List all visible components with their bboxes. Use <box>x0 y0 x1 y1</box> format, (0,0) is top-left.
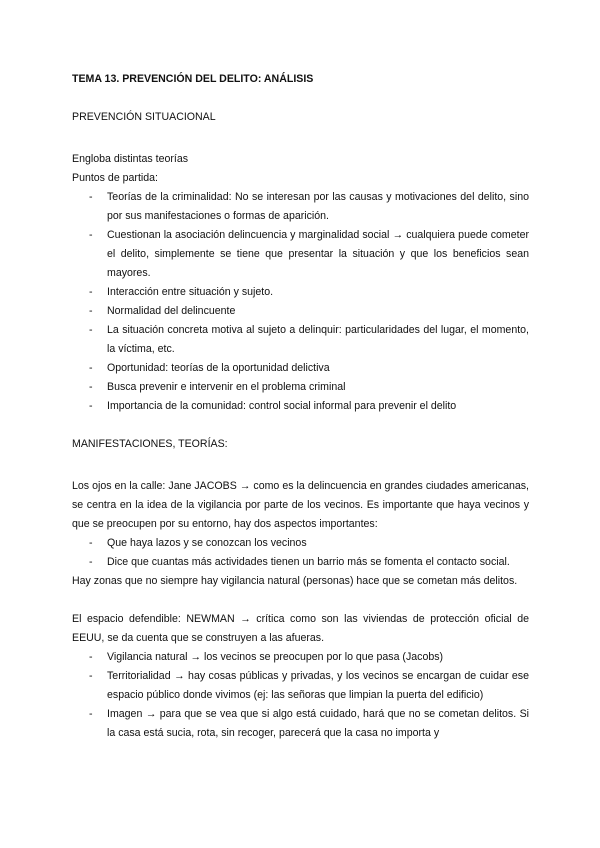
intro-text: Engloba distintas teorías <box>72 153 189 165</box>
section-heading-manifestaciones: MANIFESTACIONES, TEORÍAS: <box>72 438 228 450</box>
list-item: - Que haya lazos y se conozcan los vecinos <box>89 537 307 549</box>
intro-text: Puntos de partida: <box>72 172 158 184</box>
list-item: - La situación concreta motiva al sujeto a delinquir: particularidades del lugar, el momento, la víctima, etc. <box>89 324 529 355</box>
list-item: - Busca prevenir e intervenir en el problema criminal <box>89 381 346 393</box>
list-item: - Vigilancia natural → los vecinos se preocupen por lo que pasa (Jacobs) <box>89 651 444 663</box>
page-title: TEMA 13. PREVENCIÓN DEL DELITO: ANÁLISIS <box>72 73 314 85</box>
list-item: - Territorialidad → hay cosas públicas y privadas, y los vecinos se encargan de cuidar ese espacio público donde vivimos (ej: las señoras que limpian la puerta del edificio) <box>89 670 529 701</box>
bullet-list <box>72 188 529 416</box>
paragraph-newman: El espacio defendible: NEWMAN → crítica como son las viviendas de protección oficial de EEUU, se da cuenta que se construyen a las afueras. <box>72 613 529 644</box>
list-item: - Oportunidad: teorías de la oportunidad delictiva <box>89 362 330 374</box>
list-item: - Dice que cuantas más actividades tienen un barrio más se fomenta el contacto social. <box>89 556 510 568</box>
list-item: - Teorías de la criminalidad: No se interesan por las causas y motivaciones del delito, sino por sus manifestaciones o formas de aparición. <box>89 191 529 222</box>
paragraph-jacobs: Los ojos en la calle: Jane JACOBS → como es la delincuencia en grandes ciudades americanas, se centra en la idea de la vigilancia por parte de los vecinos. Es importante que haya vecinos y que se preocupen por su entorno, hay dos aspectos importantes: <box>72 480 529 530</box>
section-heading-prevencion: PREVENCIÓN SITUACIONAL <box>72 111 216 123</box>
list-item: - Cuestionan la asociación delincuencia y marginalidad social → cualquiera puede cometer el delito, simplemente se tiene que presentar la situación y que los beneficios sean mayores. <box>89 229 529 279</box>
list-item: - Importancia de la comunidad: control social informal para prevenir el delito <box>89 400 457 412</box>
bullet-list <box>72 648 529 743</box>
bullet-list <box>72 534 529 572</box>
list-item: - Normalidad del delincuente <box>89 305 236 317</box>
list-item: - Interacción entre situación y sujeto. <box>89 286 274 298</box>
list-item: - Imagen → para que se vea que si algo está cuidado, hará que no se cometan delitos. Si la casa está sucia, rota, sin recoger, parecerá que la casa no importa y <box>89 708 529 739</box>
document-content <box>72 70 529 743</box>
paragraph-vigilancia: Hay zonas que no siempre hay vigilancia natural (personas) hace que se cometan más delitos. <box>72 575 518 587</box>
